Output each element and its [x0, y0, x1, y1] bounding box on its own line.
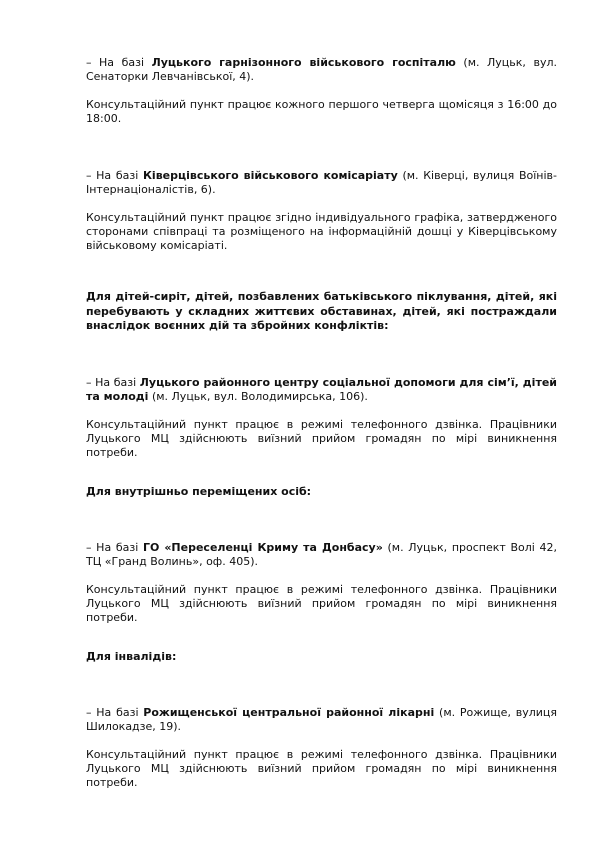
schedule-note: Консультаційний пункт працює кожного першого четверга щомісяця з 16:00 до 18:00.: [86, 98, 557, 126]
institution-name: Луцького районного центру соціальної допомоги для сім’ї, дітей та молоді: [86, 376, 558, 404]
institution-name: Луцького гарнізонного військового госпіталю: [151, 56, 456, 69]
location-paragraph: [86, 376, 557, 404]
section-heading: Для інвалідів:: [86, 650, 177, 663]
schedule-note: Консультаційний пункт працює в режимі телефонного дзвінка. Працівники Луцького МЦ здійснюють виїзний прийом громадян по мірі виникнення потреби.: [86, 583, 557, 625]
dash-prefix: – На базі: [86, 541, 143, 554]
dash-prefix: – На базі: [86, 169, 143, 182]
location-paragraph: [86, 56, 557, 84]
location-paragraph: [86, 169, 557, 197]
address-text: (м. Ківерці, вулиця Воїнів-Інтернаціоналістів, 6).: [86, 169, 557, 197]
section-heading: Для внутрішньо переміщених осіб:: [86, 485, 312, 498]
address-text: (м. Луцьк, вул. Володимирська, 106).: [148, 390, 368, 404]
location-paragraph: [86, 706, 557, 734]
location-paragraph: [86, 541, 557, 569]
address-text: (м. Луцьк, проспект Волі 42, ТЦ «Гранд Волинь», оф. 405).: [86, 541, 557, 569]
institution-name: Рожищенської центральної районної лікарні: [143, 706, 435, 719]
address-text: (м. Луцьк, вул. Сенаторки Левчанівської, 4).: [86, 56, 557, 84]
dash-prefix: – На базі: [86, 376, 140, 389]
dash-prefix: – На базі: [86, 706, 144, 719]
dash-prefix: – На базі: [86, 56, 152, 69]
institution-name: Ківерцівського військового комісаріату: [142, 169, 398, 182]
schedule-note: Консультаційний пункт працює в режимі телефонного дзвінка. Працівники Луцького МЦ здійснюють виїзний прийом громадян по мірі виникнення потреби.: [86, 748, 557, 790]
address-text: (м. Рожище, вулиця Шилокадзе, 19).: [86, 706, 557, 734]
section-heading: Для дітей-сиріт, дітей, позбавлених батьківського піклування, дітей, які перебувають у складних життєвих обставинах, дітей, які постраждали внаслідок воєнних дій та збройних конфліктів:: [86, 290, 557, 332]
schedule-note: Консультаційний пункт працює згідно індивідуального графіка, затвердженого сторонами співпраці та розміщеного на інформаційній дошці у Ківерцівському військовому комісаріаті.: [86, 211, 557, 253]
institution-name: ГО «Переселенці Криму та Донбасу»: [142, 541, 383, 554]
schedule-note: Консультаційний пункт працює в режимі телефонного дзвінка. Працівники Луцького МЦ здійснюють виїзний прийом громадян по мірі виникнення потреби.: [86, 418, 557, 460]
